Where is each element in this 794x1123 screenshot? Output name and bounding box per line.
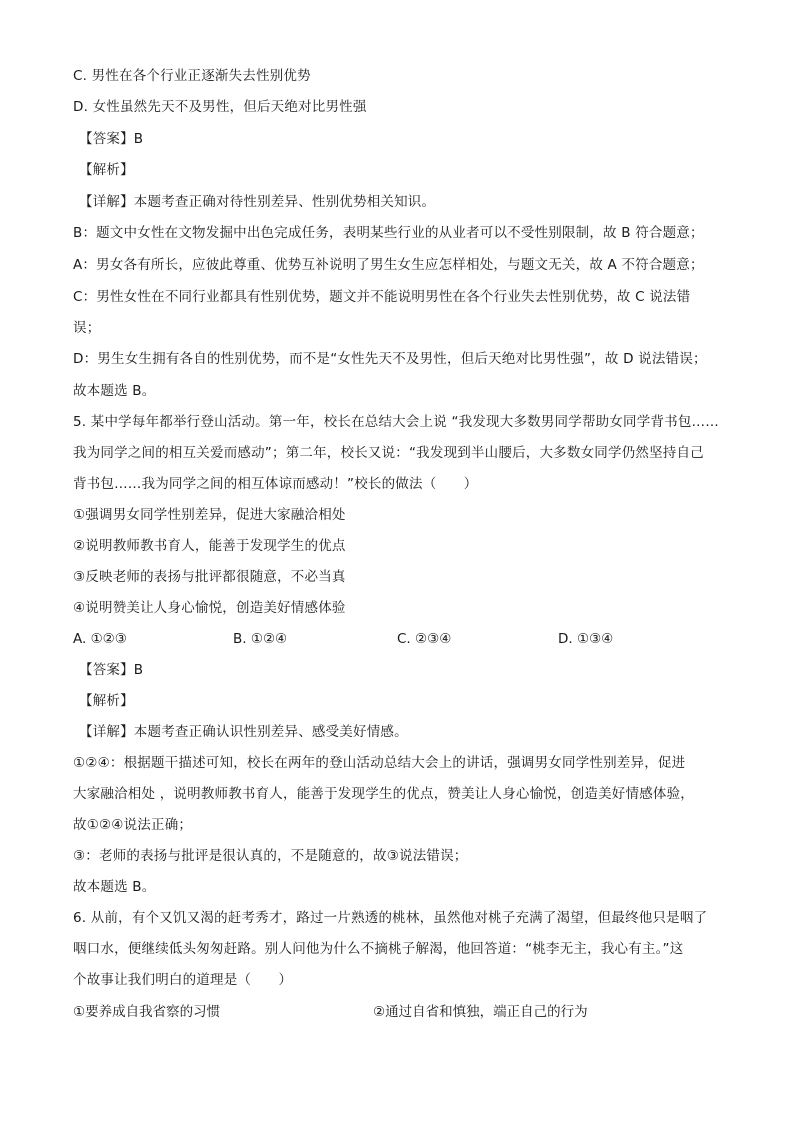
q4-explain-a: A：男女各有所长，应彼此尊重、优势互补说明了男生女生应怎样相处，与题文无关，故 A 不符合题意；	[73, 257, 704, 273]
q5-choice-d: D. ①③④	[558, 631, 614, 647]
q6-stem-2: 咽口水，便继续低头匆匆赶路。别人问他为什么不摘桃子解渴，他回答道：“桃李无主，我心有主。”这	[73, 941, 684, 957]
q6-statement-1: ①要养成自我省察的习惯	[73, 1004, 221, 1020]
q5-stem-1: 5. 某中学每年都举行登山活动。第一年，校长在总结大会上说 “我发现大多数男同学帮助女同学背书包……	[73, 414, 719, 430]
q4-option-d: D. 女性虽然先天不及男性，但后天绝对比男性强	[73, 99, 367, 115]
q5-detail: 【详解】本题考查正确认识性别差异、感受美好情感。	[79, 724, 408, 740]
q5-stem-2: 我为同学之间的相互关爱而感动”；第二年，校长又说：“我发现到半山腰后，大多数女同学仍然坚持自己	[73, 445, 704, 461]
q5-choice-a: A. ①②③	[73, 631, 127, 647]
q5-answer: 【答案】B	[79, 662, 144, 678]
q4-conclusion: 故本题选 B。	[73, 383, 156, 399]
q5-explain-3: 故①②④说法正确；	[73, 817, 193, 833]
q5-explain-4: ③：老师的表扬与批评是很认真的，不是随意的，故③说法错误；	[73, 848, 468, 864]
q4-explain-c-2: 误；	[73, 320, 101, 336]
q5-explain-2: 大家融洽相处 ，说明教师教书育人，能善于发现学生的优点，赞美让人身心愉悦，创造美好情感体验，	[73, 786, 694, 802]
q5-choice-c: C. ②③④	[397, 631, 452, 647]
q6-stem-3: 个故事让我们明白的道理是（ ）	[73, 972, 293, 988]
q4-option-c: C. 男性在各个行业正逐渐失去性别优势	[73, 68, 311, 84]
q5-stem-3: 背书包……我为同学之间的相互体谅而感动！”校长的做法（ ）	[73, 476, 478, 492]
q4-explain-c-1: C：男性女性在不同行业都具有性别优势，题文并不能说明男性在各个行业失去性别优势，故 C 说法错	[73, 289, 691, 305]
q5-analysis-heading: 【解析】	[79, 693, 134, 709]
q6-stem-1: 6. 从前，有个又饥又渴的赶考秀才，路过一片熟透的桃林，虽然他对桃子充满了渴望，但最终他只是咽了	[73, 910, 708, 926]
q4-answer: 【答案】B	[79, 131, 144, 147]
q5-statement-1: ①强调男女同学性别差异，促进大家融洽相处	[73, 507, 346, 523]
q4-detail: 【详解】本题考查正确对待性别差异、性别优势相关知识。	[79, 194, 436, 210]
q5-statement-2: ②说明教师教书育人，能善于发现学生的优点	[73, 538, 346, 554]
q5-statement-4: ④说明赞美让人身心愉悦，创造美好情感体验	[73, 600, 346, 616]
q5-choice-b: B. ①②④	[233, 631, 288, 647]
q4-explain-d: D：男生女生拥有各自的性别优势，而不是“女性先天不及男性，但后天绝对比男性强”，故 D 说法错误；	[73, 351, 707, 367]
q5-explain-1: ①②④：根据题干描述可知，校长在两年的登山活动总结大会上的讲话，强调男女同学性别差异，促进	[73, 755, 686, 771]
q4-explain-b: B：题文中女性在文物发掘中出色完成任务，表明某些行业的从业者可以不受性别限制，故 B 符合题意；	[73, 225, 704, 241]
q6-statement-2: ②通过自省和慎独，端正自己的行为	[373, 1004, 588, 1020]
q5-statement-3: ③反映老师的表扬与批评都很随意，不必当真	[73, 569, 346, 585]
q4-analysis-heading: 【解析】	[79, 162, 134, 178]
q5-conclusion: 故本题选 B。	[73, 879, 156, 895]
